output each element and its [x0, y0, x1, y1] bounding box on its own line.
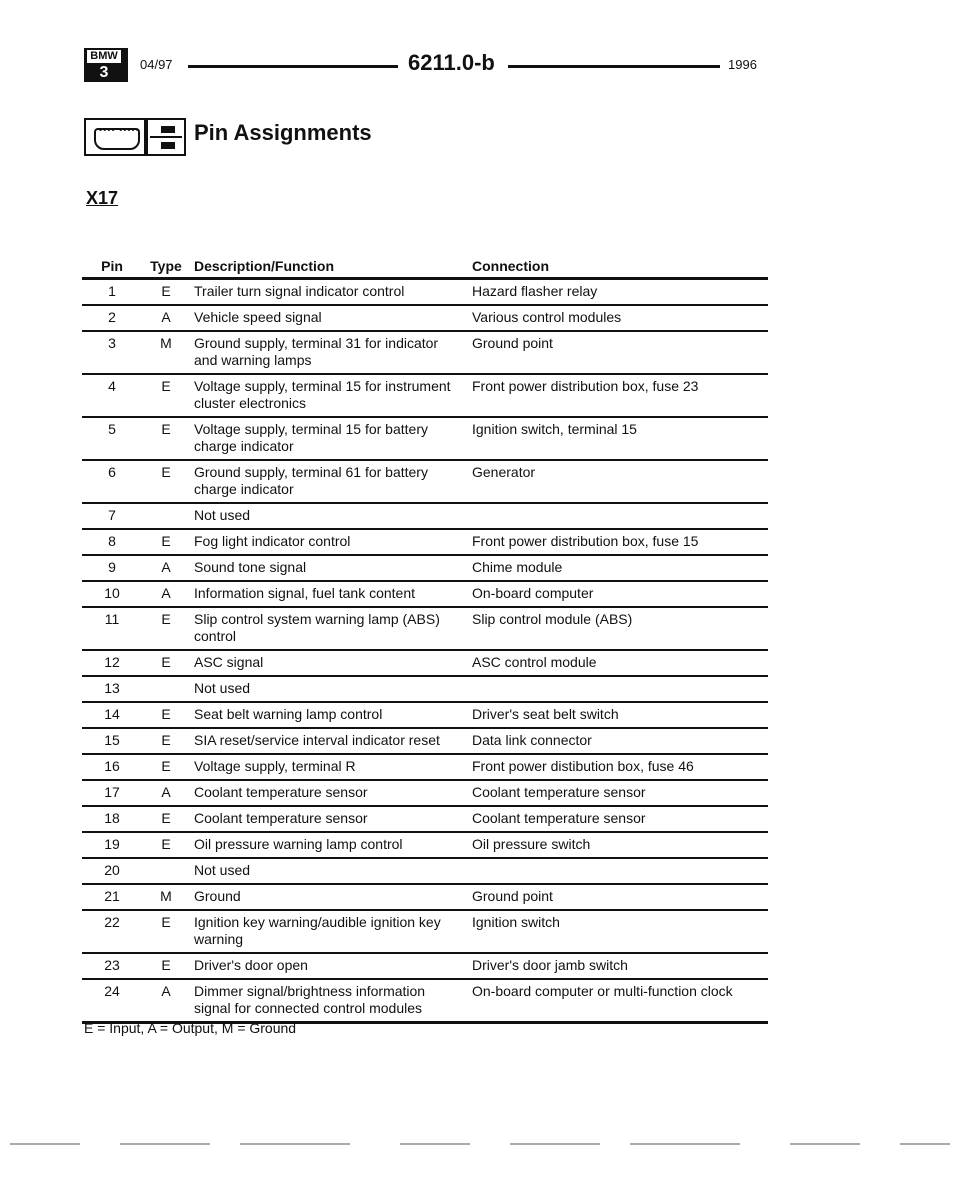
description-cell: Coolant temperature sensor: [190, 780, 468, 806]
type-cell: E: [142, 702, 190, 728]
description-cell: Driver's door open: [190, 953, 468, 979]
description-cell: Ground supply, terminal 31 for indicator and warning lamps: [190, 331, 468, 374]
connection-cell: Ignition switch, terminal 15: [468, 417, 768, 460]
connection-cell: Ignition switch: [468, 910, 768, 953]
connection-cell: Driver's door jamb switch: [468, 953, 768, 979]
type-cell: E: [142, 374, 190, 417]
description-cell: Fog light indicator control: [190, 529, 468, 555]
pin-cell: 17: [82, 780, 142, 806]
description-cell: Seat belt warning lamp control: [190, 702, 468, 728]
table-row: [82, 279, 768, 306]
table-row: [82, 555, 768, 581]
connection-cell: Generator: [468, 460, 768, 503]
type-cell: E: [142, 650, 190, 676]
description-cell: Oil pressure warning lamp control: [190, 832, 468, 858]
table-row: [82, 979, 768, 1023]
pin-cell: 6: [82, 460, 142, 503]
pin-cell: 18: [82, 806, 142, 832]
header-rule-left: [188, 65, 398, 68]
description-cell: Voltage supply, terminal 15 for instrument cluster electronics: [190, 374, 468, 417]
type-cell: E: [142, 728, 190, 754]
description-cell: Not used: [190, 503, 468, 529]
description-cell: SIA reset/service interval indicator reset: [190, 728, 468, 754]
pin-cell: 3: [82, 331, 142, 374]
type-cell: A: [142, 581, 190, 607]
table-row: [82, 607, 768, 650]
table-row: [82, 858, 768, 884]
header-pin: Pin: [82, 256, 142, 279]
connection-cell: On-board computer: [468, 581, 768, 607]
table-row: [82, 953, 768, 979]
connection-cell: Coolant temperature sensor: [468, 806, 768, 832]
type-cell: E: [142, 953, 190, 979]
header-connection: Connection: [468, 256, 768, 279]
table-row: [82, 676, 768, 702]
table-row: [82, 503, 768, 529]
pin-cell: 23: [82, 953, 142, 979]
table-row: [82, 417, 768, 460]
description-cell: Slip control system warning lamp (ABS) control: [190, 607, 468, 650]
description-cell: Dimmer signal/brightness information signal for connected control modules: [190, 979, 468, 1023]
page-title: Pin Assignments: [194, 120, 372, 145]
connection-cell: Ground point: [468, 884, 768, 910]
type-cell: [142, 676, 190, 702]
type-cell: A: [142, 780, 190, 806]
logo-brand: BMW: [87, 50, 121, 63]
type-cell: E: [142, 607, 190, 650]
pin-cell: 15: [82, 728, 142, 754]
pin-cell: 16: [82, 754, 142, 780]
connection-cell: Coolant temperature sensor: [468, 780, 768, 806]
description-cell: Not used: [190, 676, 468, 702]
type-cell: E: [142, 754, 190, 780]
pin-cell: 22: [82, 910, 142, 953]
type-cell: E: [142, 417, 190, 460]
type-cell: [142, 503, 190, 529]
connection-cell: Data link connector: [468, 728, 768, 754]
description-cell: Information signal, fuel tank content: [190, 581, 468, 607]
header-type: Type: [142, 256, 190, 279]
pin-cell: 9: [82, 555, 142, 581]
pin-cell: 24: [82, 979, 142, 1023]
connector-id: X17: [86, 188, 119, 208]
type-cell: E: [142, 910, 190, 953]
type-cell: E: [142, 460, 190, 503]
table-row: [82, 460, 768, 503]
header-rule-right: [508, 65, 720, 68]
document-number: 6211.0-b: [408, 50, 495, 75]
pin-cell: 12: [82, 650, 142, 676]
pin-cell: 21: [82, 884, 142, 910]
table-row: [82, 728, 768, 754]
pin-assignment-table: [82, 256, 768, 1024]
type-cell: E: [142, 832, 190, 858]
pin-cell: 13: [82, 676, 142, 702]
connection-cell: Driver's seat belt switch: [468, 702, 768, 728]
description-cell: Voltage supply, terminal 15 for battery charge indicator: [190, 417, 468, 460]
description-cell: ASC signal: [190, 650, 468, 676]
table-row: [82, 754, 768, 780]
header-date: 04/97: [140, 57, 173, 72]
connection-cell: [468, 858, 768, 884]
connection-cell: Various control modules: [468, 305, 768, 331]
pin-cell: 11: [82, 607, 142, 650]
type-cell: M: [142, 331, 190, 374]
table-row: [82, 374, 768, 417]
page-header: [84, 44, 764, 86]
connection-cell: Front power distibution box, fuse 46: [468, 754, 768, 780]
table-row: [82, 581, 768, 607]
pin-cell: 19: [82, 832, 142, 858]
description-cell: Sound tone signal: [190, 555, 468, 581]
connection-cell: [468, 503, 768, 529]
table-row: [82, 832, 768, 858]
table-row: [82, 331, 768, 374]
table-row: [82, 702, 768, 728]
connection-cell: Oil pressure switch: [468, 832, 768, 858]
pin-cell: 14: [82, 702, 142, 728]
footer-dashed-line: [0, 1142, 960, 1146]
type-cell: E: [142, 529, 190, 555]
pin-cell: 10: [82, 581, 142, 607]
type-cell: A: [142, 555, 190, 581]
pin-cell: 4: [82, 374, 142, 417]
connection-cell: Chime module: [468, 555, 768, 581]
type-cell: E: [142, 279, 190, 306]
connection-cell: On-board computer or multi-function clock: [468, 979, 768, 1023]
connection-cell: Hazard flasher relay: [468, 279, 768, 306]
pin-cell: 5: [82, 417, 142, 460]
description-cell: Vehicle speed signal: [190, 305, 468, 331]
table-row: [82, 305, 768, 331]
connector-icon: •••• •••••: [84, 118, 146, 156]
connection-cell: Front power distribution box, fuse 23: [468, 374, 768, 417]
header-description: Description/Function: [190, 256, 468, 279]
pin-cell: 1: [82, 279, 142, 306]
connection-cell: Slip control module (ABS): [468, 607, 768, 650]
description-cell: Ignition key warning/audible ignition key warning: [190, 910, 468, 953]
pin-cell: 20: [82, 858, 142, 884]
pin-cell: 7: [82, 503, 142, 529]
logo-series: 3: [99, 64, 109, 81]
table-row: [82, 529, 768, 555]
description-cell: Ground supply, terminal 61 for battery charge indicator: [190, 460, 468, 503]
table-header-row: [82, 256, 768, 279]
bmw-logo: [84, 48, 128, 82]
type-legend: E = Input, A = Output, M = Ground: [84, 1020, 297, 1036]
pin-cell: 8: [82, 529, 142, 555]
description-cell: Not used: [190, 858, 468, 884]
connection-cell: Front power distribution box, fuse 15: [468, 529, 768, 555]
table-row: [82, 650, 768, 676]
type-cell: [142, 858, 190, 884]
table-row: [82, 806, 768, 832]
connection-cell: [468, 676, 768, 702]
type-cell: A: [142, 305, 190, 331]
description-cell: Ground: [190, 884, 468, 910]
connection-cell: Ground point: [468, 331, 768, 374]
type-cell: E: [142, 806, 190, 832]
description-cell: Coolant temperature sensor: [190, 806, 468, 832]
connection-cell: ASC control module: [468, 650, 768, 676]
table-row: [82, 884, 768, 910]
header-year: 1996: [728, 57, 757, 72]
description-cell: Voltage supply, terminal R: [190, 754, 468, 780]
table-row: [82, 780, 768, 806]
table-row: [82, 910, 768, 953]
pin-cell: 2: [82, 305, 142, 331]
description-cell: Trailer turn signal indicator control: [190, 279, 468, 306]
type-cell: M: [142, 884, 190, 910]
type-cell: A: [142, 979, 190, 1023]
pin-assignment-icon: [146, 118, 186, 156]
